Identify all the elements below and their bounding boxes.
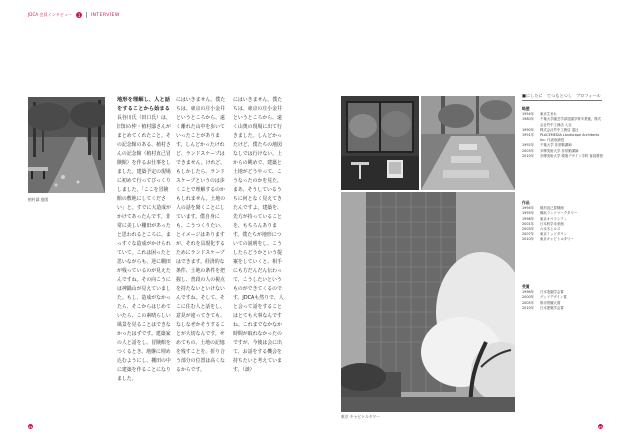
profile-title: ■にしたに てつもとつし プロフィール [522,93,601,98]
profile-entry: PLACEMEDIA Landscape Architects Inc. 代表取締役 [540,133,600,143]
page-header [28,10,120,20]
profile-year: 1994年 [522,206,535,211]
profile-year: 1991年 [522,133,535,138]
header-section-label: INTERVIEW [90,12,120,18]
article-paragraph-1: 長谷川氏（田口氏）は、旧知の仲・植村邸さんがまとめてくれたこと。その記念館のある、植村さんの記念館（植村直己冒険館）を作るお仕事をしました。建築予定の現場に初めて行ってびっくりしました。「ここを冒険館の敷地にしてください」と。すでに大造成がかけてあったんです。非常に美しい棚田があったと思われるところに、まっすぐな造成がかけられていて。これは困ったと思いながらも、逆に棚田が残っているのが見えたんですね。その向こうには神鍋山が見えていました。もし、造成がなかったら、そこからはじめていたら、この素晴らしい風景を見ることはできなかったはずです。建築家の人と話をし、冒険館をつくるとき、地盤に埋め込むようにし、棚田の中に建築を作ることになりました。 [117,115,171,382]
profile-entry: 六本木ヒルズ [540,227,561,232]
profile-year: 2005年 [522,300,535,305]
profile-divider [522,100,602,101]
profile-year: 2000年 [522,295,535,300]
text-column-2 [176,96,229,375]
profile-entry: 多摩美術大学 環境デザイン学科 客員教授 [540,153,603,158]
profile-section-label: 作品 [522,200,530,205]
profile-row [522,117,604,127]
profile-year: 1990年 [522,127,535,132]
profile-year: 2001年 [522,221,535,226]
profile-year: 1995年 [522,211,535,216]
profile-year: 1992年 [522,143,535,148]
profile-year: 1954年 [522,112,535,117]
profile-section-label: 受賞 [522,284,530,289]
tower-cherry-blossom-illustration [341,192,515,412]
profile-entry: グッドデザイン賞 [540,295,567,300]
profile-entry: 東京生まれ [540,112,557,117]
profile-awards [522,284,604,311]
profile-entry: 日本造園学会賞 [540,290,564,295]
profile-entry: 都市景観大賞 [540,300,561,305]
profile-entry: 日本科学未来館 [540,221,564,226]
profile-section-label: 略歴 [522,106,530,111]
text-column-3 [233,96,286,375]
park-photo-caption: 植村邸 庭園 [28,197,49,202]
profile-entry: 植村直己冒険館 [540,206,564,211]
profile-row [522,237,604,242]
profile-year: 2010年 [522,237,535,242]
stone-garden-illustration [421,96,515,190]
stone-garden-photo [421,96,515,190]
tower-cherry-blossom-photo [341,192,515,412]
profile-year: 2003年 [522,148,535,153]
article-paragraph-2: にはいきません。僕たちは、東京の庄小金井というところから、遠く離れた山中を歩いていったことがあります。しんどかったけれど、ランドスケープはできません。けれど、もしかしたら、ランドスケープというのは歩くことで理解するのかもしれません。土地の人の話を聞くことにしています。僕自身にも、こうつくりたい、とイメージはありますが、それを具現化するためにランドスケープはできます。経済的な条件、土地の条件を把握し、普段の人の視点を持たないといけないんですね。そして、そこに住む人と話をし、意見が違ってきても、なしなぜかそうすることが大切なんです。せめてもの、土地の記憶を残すことを、折り合う部分の位置は高くなるからです。 [176,97,226,373]
profile-entry: 日本建築学会賞 [540,305,564,310]
park-path-photo [28,97,105,193]
profile-entry: 千葉大学園芸学部造園学科卒業後、株式会社竹中工務店 入社 [540,117,602,127]
terrace-chairs-illustration [341,96,419,190]
profile-entry: 株式会社竹中工務店 退社 [540,127,579,132]
profile-entry: 東京キャピトルタワー [540,237,574,242]
profile-year: 2010年 [522,153,535,158]
page-number-right: 23 [598,424,603,429]
profile-year: 1998年 [522,216,535,221]
tower-photo-caption: 東京 キャピトルタワー [341,414,381,419]
header-badge: 1 [77,12,81,18]
terrace-chairs-photo [341,96,419,190]
profile-year: 2007年 [522,232,535,237]
profile-entry: 東京ミッドタウン [540,232,568,237]
profile-entry: 多摩美術大学 非常勤講師 [540,148,579,153]
profile-year: 2010年 [522,305,535,310]
header-series-title: JDCA 会員インタビュー [28,12,73,17]
page-number-left: 22 [28,424,33,429]
text-column-1 [117,96,171,384]
profile-history [522,106,604,159]
profile-year: 1980年 [522,117,535,122]
park-path-illustration [28,97,105,193]
profile-entry: 千葉大学 非常勤講師 [540,143,572,148]
profile-row [522,154,604,159]
profile-year: 1996年 [522,290,535,295]
profile-works [522,200,604,243]
profile-entry: 横浜ランドマークタワー [540,211,578,216]
profile-year: 2003年 [522,227,535,232]
article-lead: 地形を理解し、人と話をすることから始まる [117,97,170,112]
profile-row [522,306,604,311]
article-paragraph-3: にはいきません。僕たちは、東京の庄小金井というところから、遠く山奥の現場に出て行きました。しんどかったけど、僕たちの地図なしでは行けない。上からの眺めで、建築と土地がどうやって、こうなったのかを見た。まあ、そうしているうちに何となく見えてきたんですよ。建築を、先方が持っていることを、もちろんあります。僕たちが地形についての説明をし、こうしたらどうかという提案をしていくと、相手にも方だんだん伝わって、こうしたいというものができてくるのです。JDCAも然りで、人と会って話をすることはとても大事なんですね。これまでなかなか時間が取れなかったのですが、今後は会に出て、お話をする機会を持ちたいと考えています。（談） [233,97,284,373]
profile-row [522,133,604,143]
header-divider [86,12,87,18]
profile-entry: 東京オペラシティ [540,216,567,221]
